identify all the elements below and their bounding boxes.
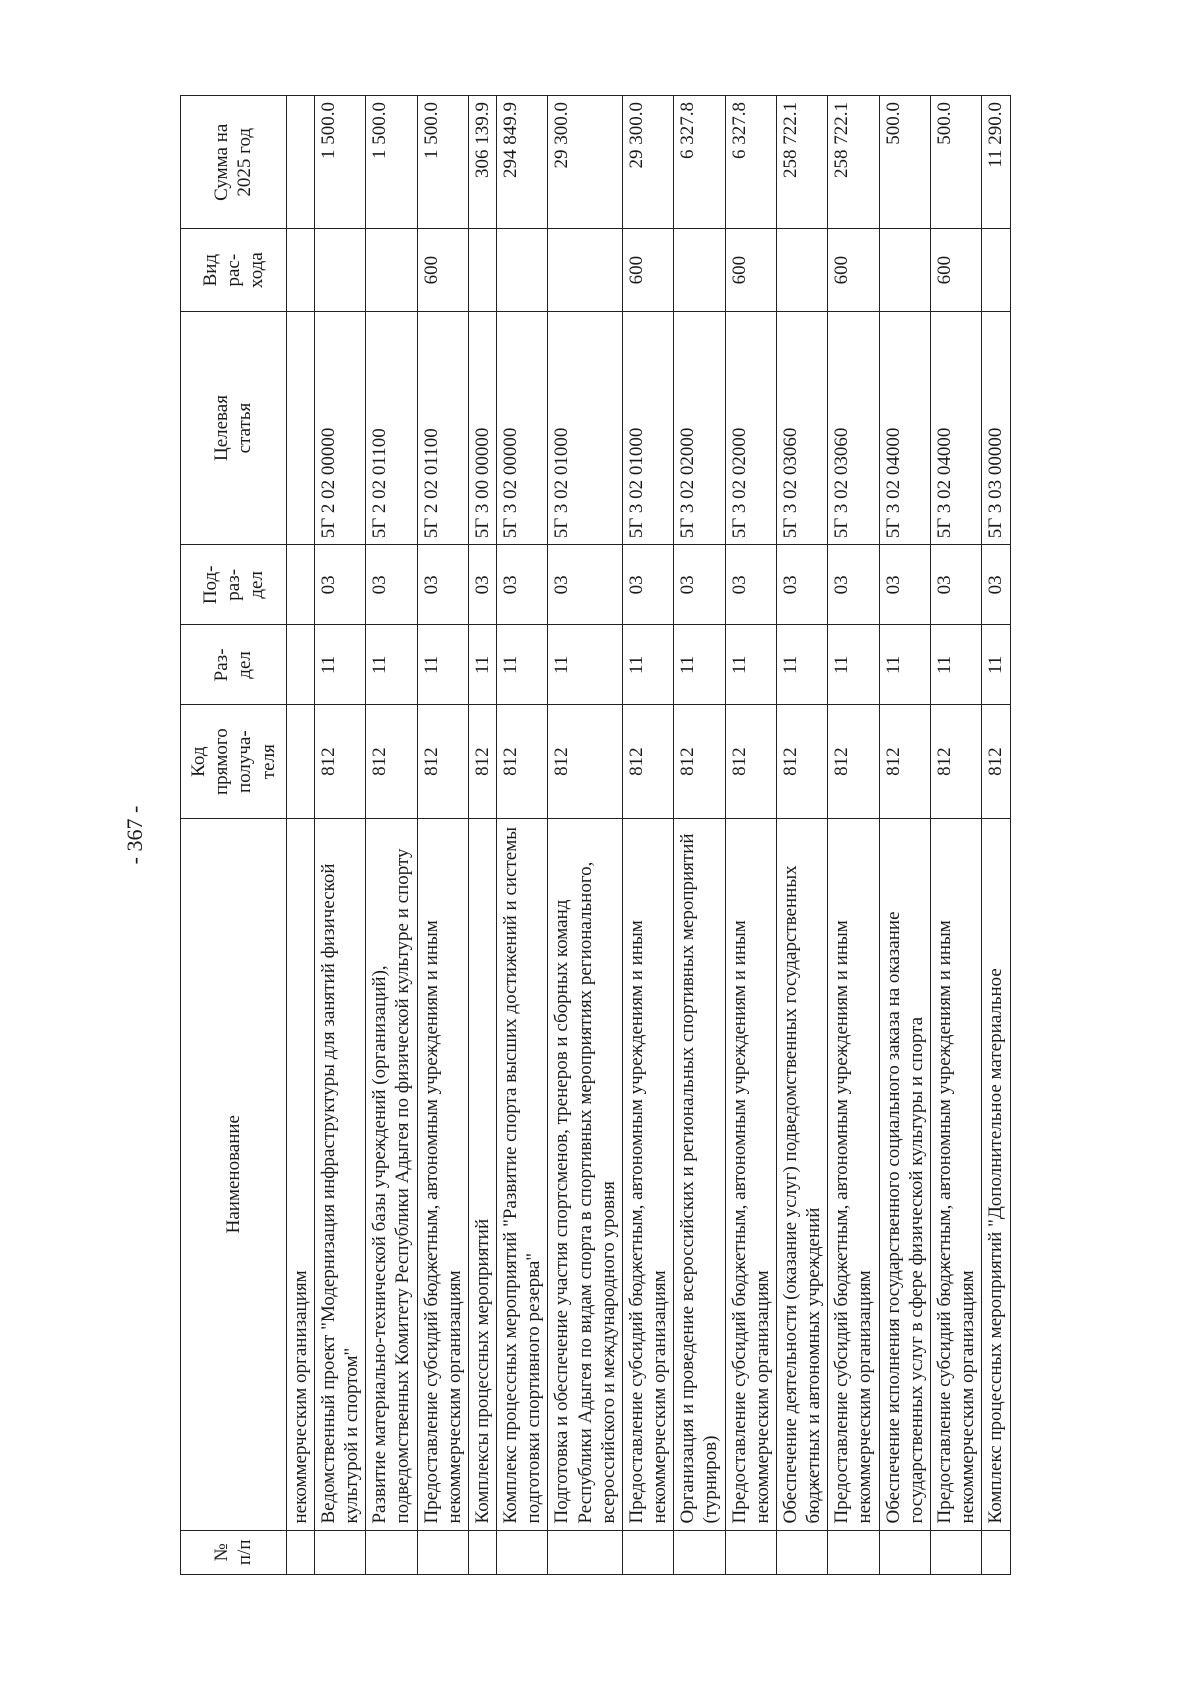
cell-section: 11 bbox=[776, 625, 827, 705]
cell-expense-kind bbox=[674, 229, 725, 311]
cell-recipient-code: 812 bbox=[497, 705, 548, 818]
cell-recipient-code: 812 bbox=[930, 705, 981, 818]
cell-sum: 258 722.1 bbox=[828, 96, 879, 230]
header-no: № п/п bbox=[181, 1530, 287, 1574]
cell-recipient-code: 812 bbox=[417, 705, 468, 818]
cell-no bbox=[982, 1530, 1010, 1574]
cell-name: Предоставление субсидий бюджетным, автономным учреждениям и иным некоммерческим организациям bbox=[417, 818, 468, 1530]
cell-target-article: 5Г 3 02 03060 bbox=[776, 311, 827, 545]
cell-section: 11 bbox=[497, 625, 548, 705]
cell-recipient-code bbox=[286, 705, 314, 818]
cell-no bbox=[776, 1530, 827, 1574]
cell-sum: 29 300.0 bbox=[548, 96, 623, 230]
table-row bbox=[548, 96, 623, 1575]
cell-name: Подготовка и обеспечение участия спортсменов, тренеров и сборных команд Республики Адыгея по видам спорта в спортивных мероприятиях регионального, всероссийского и международного уровня bbox=[548, 818, 623, 1530]
cell-subsection: 03 bbox=[366, 545, 417, 625]
cell-expense-kind: 600 bbox=[417, 229, 468, 311]
cell-target-article: 5Г 3 02 04000 bbox=[879, 311, 930, 545]
cell-subsection: 03 bbox=[776, 545, 827, 625]
cell-name: Обеспечение деятельности (оказание услуг) подведомственных государственных бюджетных и автономных учреждений bbox=[776, 818, 827, 1530]
cell-target-article: 5Г 3 02 01000 bbox=[548, 311, 623, 545]
cell-sum: 500.0 bbox=[930, 96, 981, 230]
cell-no bbox=[417, 1530, 468, 1574]
cell-expense-kind bbox=[879, 229, 930, 311]
cell-sum: 294 849.9 bbox=[497, 96, 548, 230]
table-row bbox=[776, 96, 827, 1575]
cell-target-article: 5Г 3 03 00000 bbox=[982, 311, 1010, 545]
cell-name: Комплексы процессных мероприятий bbox=[468, 818, 496, 1530]
cell-no bbox=[622, 1530, 673, 1574]
cell-section: 11 bbox=[468, 625, 496, 705]
cell-recipient-code: 812 bbox=[468, 705, 496, 818]
cell-section: 11 bbox=[674, 625, 725, 705]
cell-subsection: 03 bbox=[674, 545, 725, 625]
cell-name: Ведомственный проект "Модернизация инфраструктуры для занятий физической культурой и спортом" bbox=[314, 818, 365, 1530]
cell-no bbox=[497, 1530, 548, 1574]
cell-section: 11 bbox=[879, 625, 930, 705]
cell-target-article: 5Г 3 02 04000 bbox=[930, 311, 981, 545]
cell-expense-kind: 600 bbox=[725, 229, 776, 311]
cell-expense-kind bbox=[776, 229, 827, 311]
cell-no bbox=[314, 1530, 365, 1574]
header-name: Наименование bbox=[181, 818, 287, 1530]
cell-sum: 11 290.0 bbox=[982, 96, 1010, 230]
table-row bbox=[497, 96, 548, 1575]
cell-sum: 6 327.8 bbox=[674, 96, 725, 230]
cell-expense-kind: 600 bbox=[622, 229, 673, 311]
cell-no bbox=[468, 1530, 496, 1574]
cell-recipient-code: 812 bbox=[674, 705, 725, 818]
cell-subsection: 03 bbox=[982, 545, 1010, 625]
cell-target-article: 5Г 3 02 02000 bbox=[674, 311, 725, 545]
cell-no bbox=[366, 1530, 417, 1574]
cell-no bbox=[930, 1530, 981, 1574]
cell-sum: 6 327.8 bbox=[725, 96, 776, 230]
cell-section: 11 bbox=[417, 625, 468, 705]
cell-target-article: 5Г 3 02 02000 bbox=[725, 311, 776, 545]
cell-expense-kind bbox=[548, 229, 623, 311]
cell-subsection bbox=[286, 545, 314, 625]
cell-recipient-code: 812 bbox=[622, 705, 673, 818]
table-row bbox=[879, 96, 930, 1575]
header-section: Раз- дел bbox=[181, 625, 287, 705]
cell-expense-kind bbox=[982, 229, 1010, 311]
cell-subsection: 03 bbox=[930, 545, 981, 625]
cell-target-article: 5Г 2 02 01100 bbox=[366, 311, 417, 545]
cell-no bbox=[548, 1530, 623, 1574]
cell-no bbox=[879, 1530, 930, 1574]
cell-recipient-code: 812 bbox=[548, 705, 623, 818]
cell-no bbox=[725, 1530, 776, 1574]
cell-sum: 1 500.0 bbox=[314, 96, 365, 230]
cell-subsection: 03 bbox=[548, 545, 623, 625]
header-subsection: Под- раз- дел bbox=[181, 545, 287, 625]
cell-name: Предоставление субсидий бюджетным, автономным учреждениям и иным некоммерческим организациям bbox=[930, 818, 981, 1530]
cell-no bbox=[674, 1530, 725, 1574]
table-row bbox=[366, 96, 417, 1575]
cell-recipient-code: 812 bbox=[725, 705, 776, 818]
header-target-article: Целевая статья bbox=[181, 311, 287, 545]
cell-target-article: 5Г 2 02 01100 bbox=[417, 311, 468, 545]
table-row bbox=[286, 96, 314, 1575]
cell-section: 11 bbox=[548, 625, 623, 705]
table-row bbox=[828, 96, 879, 1575]
cell-name: Предоставление субсидий бюджетным, автономным учреждениям и иным некоммерческим организациям bbox=[622, 818, 673, 1530]
cell-sum: 500.0 bbox=[879, 96, 930, 230]
cell-section bbox=[286, 625, 314, 705]
cell-section: 11 bbox=[366, 625, 417, 705]
cell-sum: 306 139.9 bbox=[468, 96, 496, 230]
table-row bbox=[468, 96, 496, 1575]
cell-subsection: 03 bbox=[879, 545, 930, 625]
cell-name: Комплекс процессных мероприятий "Дополнительное материальное bbox=[982, 818, 1010, 1530]
cell-section: 11 bbox=[314, 625, 365, 705]
cell-name: Организация и проведение всероссийских и региональных спортивных мероприятий (турниров) bbox=[674, 818, 725, 1530]
cell-target-article: 5Г 2 02 00000 bbox=[314, 311, 365, 545]
table-row bbox=[930, 96, 981, 1575]
cell-recipient-code: 812 bbox=[776, 705, 827, 818]
cell-subsection: 03 bbox=[725, 545, 776, 625]
cell-section: 11 bbox=[930, 625, 981, 705]
page-number: - 367 - bbox=[122, 805, 147, 865]
cell-subsection: 03 bbox=[828, 545, 879, 625]
budget-table bbox=[180, 95, 1011, 1575]
cell-recipient-code: 812 bbox=[982, 705, 1010, 818]
cell-section: 11 bbox=[828, 625, 879, 705]
cell-section: 11 bbox=[622, 625, 673, 705]
table-row bbox=[725, 96, 776, 1575]
cell-expense-kind bbox=[314, 229, 365, 311]
cell-expense-kind: 600 bbox=[930, 229, 981, 311]
cell-target-article: 5Г 3 02 01000 bbox=[622, 311, 673, 545]
cell-name: Предоставление субсидий бюджетным, автономным учреждениям и иным некоммерческим организациям bbox=[828, 818, 879, 1530]
cell-expense-kind bbox=[286, 229, 314, 311]
cell-name: Обеспечение исполнения государственного социального заказа на оказание государственных услуг в сфере физической культуры и спорта bbox=[879, 818, 930, 1530]
cell-sum: 258 722.1 bbox=[776, 96, 827, 230]
cell-target-article bbox=[286, 311, 314, 545]
cell-target-article: 5Г 3 00 00000 bbox=[468, 311, 496, 545]
cell-sum: 29 300.0 bbox=[622, 96, 673, 230]
cell-expense-kind bbox=[366, 229, 417, 311]
cell-name: Предоставление субсидий бюджетным, автономным учреждениям и иным некоммерческим организациям bbox=[725, 818, 776, 1530]
cell-section: 11 bbox=[725, 625, 776, 705]
cell-section: 11 bbox=[982, 625, 1010, 705]
table-row bbox=[674, 96, 725, 1575]
cell-target-article: 5Г 3 02 00000 bbox=[497, 311, 548, 545]
cell-expense-kind bbox=[497, 229, 548, 311]
table-row bbox=[622, 96, 673, 1575]
cell-recipient-code: 812 bbox=[879, 705, 930, 818]
cell-recipient-code: 812 bbox=[314, 705, 365, 818]
cell-name: Развитие материально-технической базы учреждений (организаций), подведомственных Комитету Республики Адыгея по физической культуре и спорту bbox=[366, 818, 417, 1530]
cell-sum bbox=[286, 96, 314, 230]
document-sheet bbox=[110, 95, 1070, 1575]
budget-table-wrapper bbox=[180, 95, 1011, 1575]
cell-subsection: 03 bbox=[497, 545, 548, 625]
cell-subsection: 03 bbox=[314, 545, 365, 625]
header-recipient-code: Код прямого получа- теля bbox=[181, 705, 287, 818]
cell-name: некоммерческим организациям bbox=[286, 818, 314, 1530]
cell-no bbox=[286, 1530, 314, 1574]
cell-name: Комплекс процессных мероприятий "Развитие спорта высших достижений и системы подготовки спортивного резерва" bbox=[497, 818, 548, 1530]
cell-expense-kind bbox=[468, 229, 496, 311]
cell-sum: 1 500.0 bbox=[366, 96, 417, 230]
cell-no bbox=[828, 1530, 879, 1574]
table-header-row bbox=[181, 96, 287, 1575]
header-sum-2025: Сумма на 2025 год bbox=[181, 96, 287, 230]
cell-subsection: 03 bbox=[622, 545, 673, 625]
cell-subsection: 03 bbox=[468, 545, 496, 625]
header-expense-kind: Вид рас- хода bbox=[181, 229, 287, 311]
table-row bbox=[417, 96, 468, 1575]
cell-sum: 1 500.0 bbox=[417, 96, 468, 230]
cell-expense-kind: 600 bbox=[828, 229, 879, 311]
cell-recipient-code: 812 bbox=[366, 705, 417, 818]
table-row bbox=[982, 96, 1010, 1575]
table-row bbox=[314, 96, 365, 1575]
cell-subsection: 03 bbox=[417, 545, 468, 625]
cell-target-article: 5Г 3 02 03060 bbox=[828, 311, 879, 545]
cell-recipient-code: 812 bbox=[828, 705, 879, 818]
